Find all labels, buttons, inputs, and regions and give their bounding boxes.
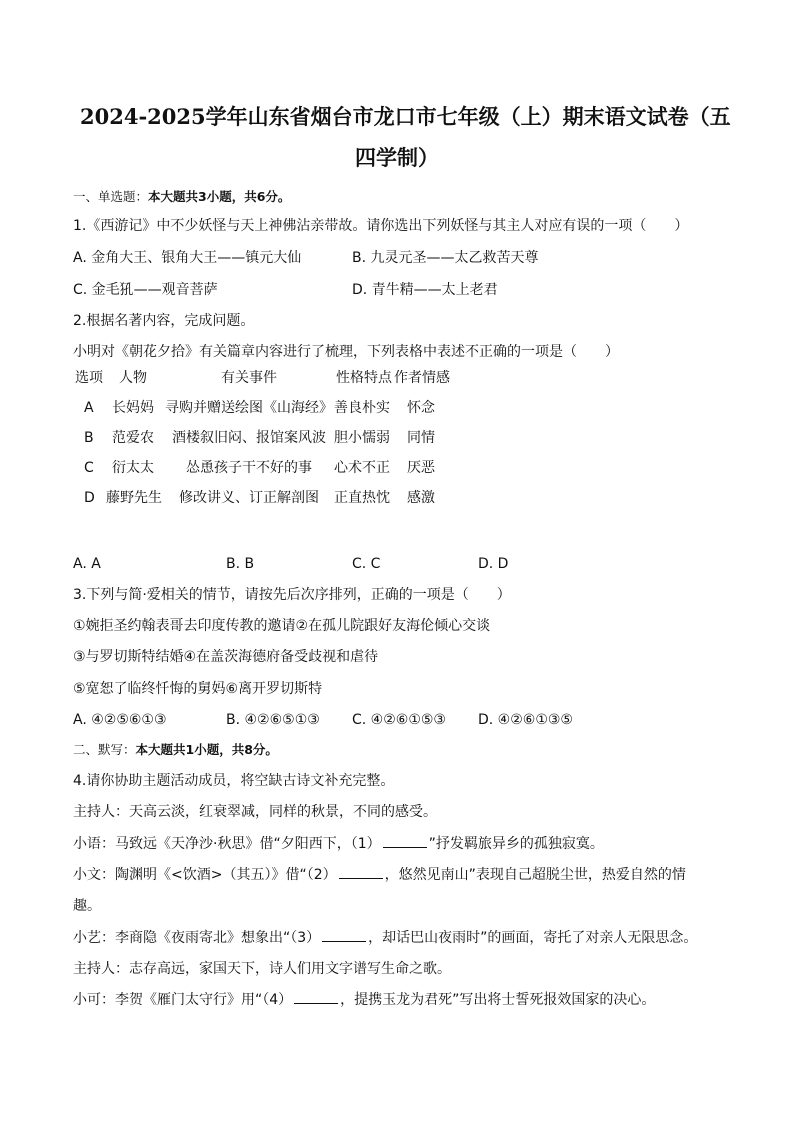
table-cell: 长妈妈: [112, 400, 154, 416]
table-cell: 寻购并赠送绘图《山海经》: [165, 400, 333, 416]
xiaoke-line: [73, 991, 655, 1009]
table-cell: 胆小懦弱: [334, 430, 390, 446]
q2-option-b: B. B: [226, 556, 255, 572]
blank-4[interactable]: [294, 991, 338, 1004]
section-number: 一、单选题：: [73, 189, 149, 204]
table-header-option: 选项: [75, 370, 103, 386]
q3-event-line: ③与罗切斯特结婚④在盖茨海德府备受歧视和虐待: [73, 649, 379, 665]
line-text: 小可：李贺《雁门太守行》用“（4）: [73, 992, 293, 1008]
line-text: ，悠然见南山”表现自己超脱尘世，热爱自然的情: [384, 867, 686, 883]
table-cell: 正直热忱: [334, 490, 390, 506]
q2-option-d: D. D: [478, 556, 509, 572]
line-text: ，提携玉龙为君死”写出将士誓死报效国家的决心。: [340, 992, 656, 1008]
q1-option-c: C. 金毛犼——观音菩萨: [73, 282, 218, 298]
table-cell: 修改讲义、订正解剖图: [179, 490, 319, 506]
table-cell: 怀念: [407, 400, 435, 416]
table-cell: 同情: [407, 430, 435, 446]
table-header-feeling: 作者情感: [394, 370, 450, 386]
table-cell: 衍太太: [112, 460, 154, 476]
line-text: 小文：陶渊明《<饮酒>（其五）》借“（2）: [73, 867, 337, 883]
table-cell: 善良朴实: [334, 400, 390, 416]
table-cell: 范爱农: [112, 430, 154, 446]
q3-option-a: A. ④②⑤⑥①③: [73, 712, 167, 728]
xiaoyi-line: [73, 929, 697, 947]
q3-option-d: D. ④②⑥①③⑤: [478, 712, 573, 728]
table-cell: A: [84, 400, 94, 416]
section-heading-dictation: [73, 742, 278, 758]
section-info: 本大题共1小题，共8分。: [135, 742, 278, 757]
blank-3[interactable]: [322, 929, 366, 942]
question-1-stem: 1.《西游记》中不少妖怪与天上神佛沾亲带故。请你选出下列妖怪与其主人对应有误的一项（ ）: [73, 218, 689, 234]
table-cell: 心术不正: [334, 460, 390, 476]
table-header-person: 人物: [119, 370, 147, 386]
table-cell: 感激: [407, 490, 435, 506]
q3-event-line: ①婉拒圣约翰表哥去印度传教的邀请②在孤儿院跟好友海伦倾心交谈: [73, 618, 491, 634]
question-2-sub: 小明对《朝花夕拾》有关篇章内容进行了梳理，下列表格中表述不正确的一项是（ ）: [73, 344, 619, 360]
table-cell: D: [84, 490, 95, 506]
table-header-event: 有关事件: [221, 370, 277, 386]
q3-option-b: B. ④②⑥⑤①③: [226, 712, 320, 728]
q1-option-b: B. 九灵元圣——太乙救苦天尊: [352, 250, 539, 266]
section-info: 本大题共3小题，共6分。: [148, 189, 291, 204]
table-cell: B: [84, 430, 94, 446]
q1-option-d: D. 青牛精——太上老君: [352, 282, 498, 298]
section-heading-single-choice: [73, 189, 290, 205]
question-2-stem: 2.根据名著内容，完成问题。: [73, 313, 255, 329]
page-title-line1: 2024-2025学年山东省烟台市龙口市七年级（上）期末语文试卷（五: [80, 104, 731, 129]
line-text: 小语：马致远《天净沙·秋思》借“夕阳西下，（1）: [73, 836, 381, 852]
section-number: 二、默写：: [73, 742, 136, 757]
q3-event-line: ⑤宽恕了临终忏悔的舅妈⑥离开罗切斯特: [73, 681, 323, 697]
table-cell: 怂恿孩子干不好的事: [186, 460, 312, 476]
table-cell: C: [84, 460, 94, 476]
question-4-stem: 4.请你协助主题活动成员，将空缺古诗文补充完整。: [73, 773, 395, 789]
host-line-1: 主持人：天高云淡，红衰翠减，同样的秋景，不同的感受。: [73, 804, 437, 820]
blank-1[interactable]: [383, 835, 427, 848]
xiaoyu-line: [73, 835, 604, 853]
page-title-line2: 四学制）: [355, 145, 439, 170]
table-cell: 酒楼叙旧闷、报馆案风波: [172, 430, 326, 446]
host-line-2: 主持人：志存高远，家国天下，诗人们用文字谱写生命之歌。: [73, 961, 451, 977]
q2-option-a: A. A: [73, 556, 101, 572]
line-text: ，却话巴山夜雨时”的画面，寄托了对亲人无限思念。: [368, 930, 698, 946]
table-cell: 藤野先生: [106, 490, 162, 506]
table-header-trait: 性格特点: [336, 370, 392, 386]
xiaowen-line-cont: 趣。: [73, 898, 101, 914]
blank-2[interactable]: [339, 866, 383, 879]
q1-option-a: A. 金角大王、银角大王——镇元大仙: [73, 250, 302, 266]
line-text: 小艺：李商隐《夜雨寄北》想象出“（3）: [73, 930, 321, 946]
line-text: ”抒发羁旅异乡的孤独寂寞。: [428, 836, 604, 852]
q3-option-c: C. ④②⑥①⑤③: [352, 712, 446, 728]
xiaowen-line: [73, 866, 686, 884]
table-cell: 厌恶: [407, 460, 435, 476]
q2-option-c: C. C: [352, 556, 381, 572]
question-3-stem: 3.下列与简·爱相关的情节，请按先后次序排列，正确的一项是（ ）: [73, 587, 511, 603]
